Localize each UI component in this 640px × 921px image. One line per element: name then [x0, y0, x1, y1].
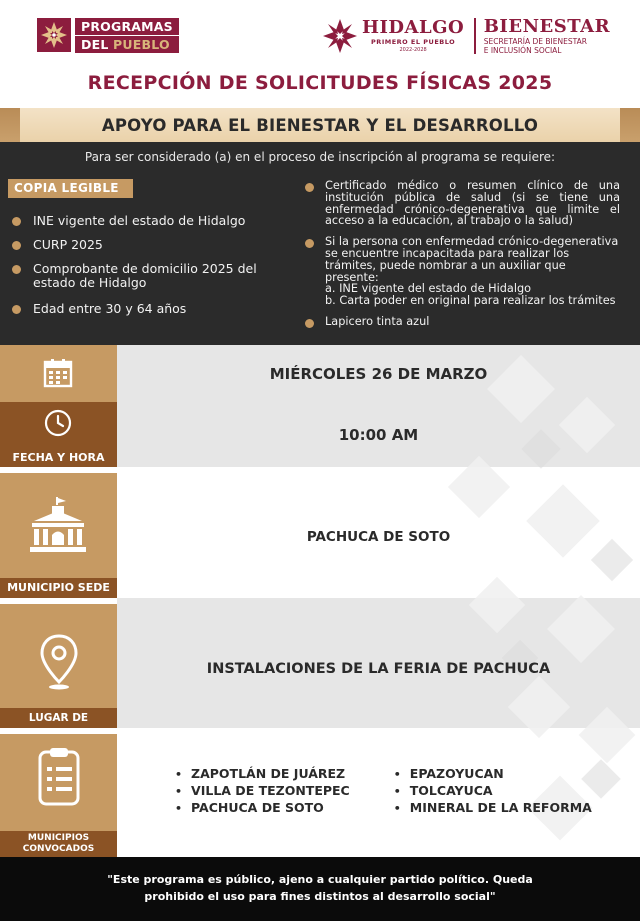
flower-logo-icon — [37, 18, 71, 52]
copy-label: COPIA LEGIBLE — [8, 179, 133, 198]
footer-line1: "Este programa es público, ajeno a cualquier partido político. Queda — [107, 873, 533, 886]
list-item: INE vigente del estado de Hidalgo — [12, 214, 297, 228]
time-value: 10:00 AM — [338, 426, 419, 444]
requirements-right-list — [305, 180, 620, 337]
list-item: • MINERAL DE LA REFORMA — [394, 800, 592, 817]
requirements-left-list — [12, 214, 297, 326]
invited-label-line1: MUNICIPIOS — [27, 833, 90, 843]
del-pueblo-text — [75, 36, 179, 53]
invited-cell — [0, 734, 117, 857]
invited-list-col1 — [175, 766, 350, 817]
list-item: Lapicero tinta azul — [305, 316, 620, 328]
date-value: MIÉRCOLES 26 DE MARZO — [269, 365, 488, 383]
municipality-cell — [0, 473, 117, 598]
invited-list-col2 — [394, 766, 592, 817]
hidalgo-bienestar-logo — [322, 14, 612, 58]
clipboard-list-icon — [37, 746, 81, 806]
programas-text: PROGRAMAS — [75, 18, 179, 35]
header — [0, 0, 640, 70]
place-cell — [0, 604, 117, 728]
del-text: DEL — [81, 36, 109, 52]
programas-del-pueblo-logo — [37, 16, 185, 54]
list-item: Edad entre 30 y 64 años — [12, 302, 297, 316]
list-item: CURP 2025 — [12, 238, 297, 252]
list-item: Certificado médico o resumen clínico de una institución pública de salud (si se tiene una enfermedad crónico-degenerativa que limite el acceso a la educación, al trabajo o la salud) — [305, 180, 620, 227]
municipality-value: PACHUCA DE SOTO — [306, 529, 451, 545]
fecha-hora-label: FECHA Y HORA — [12, 451, 105, 464]
place-value: INSTALACIONES DE LA FERIA DE PACHUCA — [206, 661, 551, 677]
list-item: • TOLCAYUCA — [394, 783, 592, 800]
municipality-label: MUNICIPIO SEDE — [0, 578, 117, 598]
requirements-intro: Para ser considerado (a) en el proceso de inscripción al programa se requiere: — [84, 150, 556, 164]
hidalgo-slogan: PRIMERO EL PUEBLO — [371, 38, 456, 46]
logo-divider — [474, 18, 476, 54]
invited-municipalities — [175, 766, 615, 817]
footer-disclaimer — [0, 857, 640, 921]
calendar-icon — [42, 357, 74, 389]
page-title: RECEPCIÓN DE SOLICITUDES FÍSICAS 2025 — [87, 72, 553, 94]
hidalgo-name: HIDALGO — [362, 17, 465, 38]
invited-label-line2: CONVOCADOS — [22, 843, 95, 854]
fecha-hora-cell — [0, 402, 117, 467]
auxiliary-option-b: b. Carta poder en original para realizar los trámites — [325, 294, 616, 308]
list-item — [305, 236, 620, 307]
pueblo-text: PUEBLO — [113, 36, 170, 52]
invited-label — [0, 831, 117, 857]
auxiliary-option-a: a. INE vigente del estado de Hidalgo — [325, 282, 532, 296]
location-pin-icon — [39, 634, 79, 690]
bienestar-sub-line1: SECRETARÍA DE BIENESTAR — [483, 37, 587, 46]
program-banner — [0, 108, 640, 142]
program-name: APOYO PARA EL BIENESTAR Y EL DESARROLLO — [101, 115, 539, 135]
auxiliary-text: Si la persona con enfermedad crónico-degenerativa se encuentre incapacitada para realizar los trámites, puede nombrar a un auxiliar que presente: — [325, 235, 619, 284]
schedule-grid — [0, 345, 640, 857]
list-item: • ZAPOTLÁN DE JUÁREZ — [175, 766, 350, 783]
calendar-cell — [0, 345, 117, 402]
hidalgo-years: 2022-2028 — [399, 47, 427, 53]
list-item: • VILLA DE TEZONTEPEC — [175, 783, 350, 800]
place-label: LUGAR DE — [0, 708, 117, 728]
building-icon — [28, 497, 88, 553]
list-item: Comprobante de domicilio 2025 del estado de Hidalgo — [12, 262, 297, 290]
list-item: • PACHUCA DE SOTO — [175, 800, 350, 817]
footer-line2: prohibido el uso para fines distintos al desarrollo social" — [144, 890, 496, 903]
list-item: • EPAZOYUCAN — [394, 766, 592, 783]
bienestar-sub-line2: E INCLUSIÓN SOCIAL — [483, 46, 562, 55]
clock-icon — [43, 408, 73, 438]
bienestar-name: BIENESTAR — [483, 16, 611, 37]
hidalgo-flower-icon — [322, 18, 358, 54]
requirements-section — [0, 142, 640, 345]
